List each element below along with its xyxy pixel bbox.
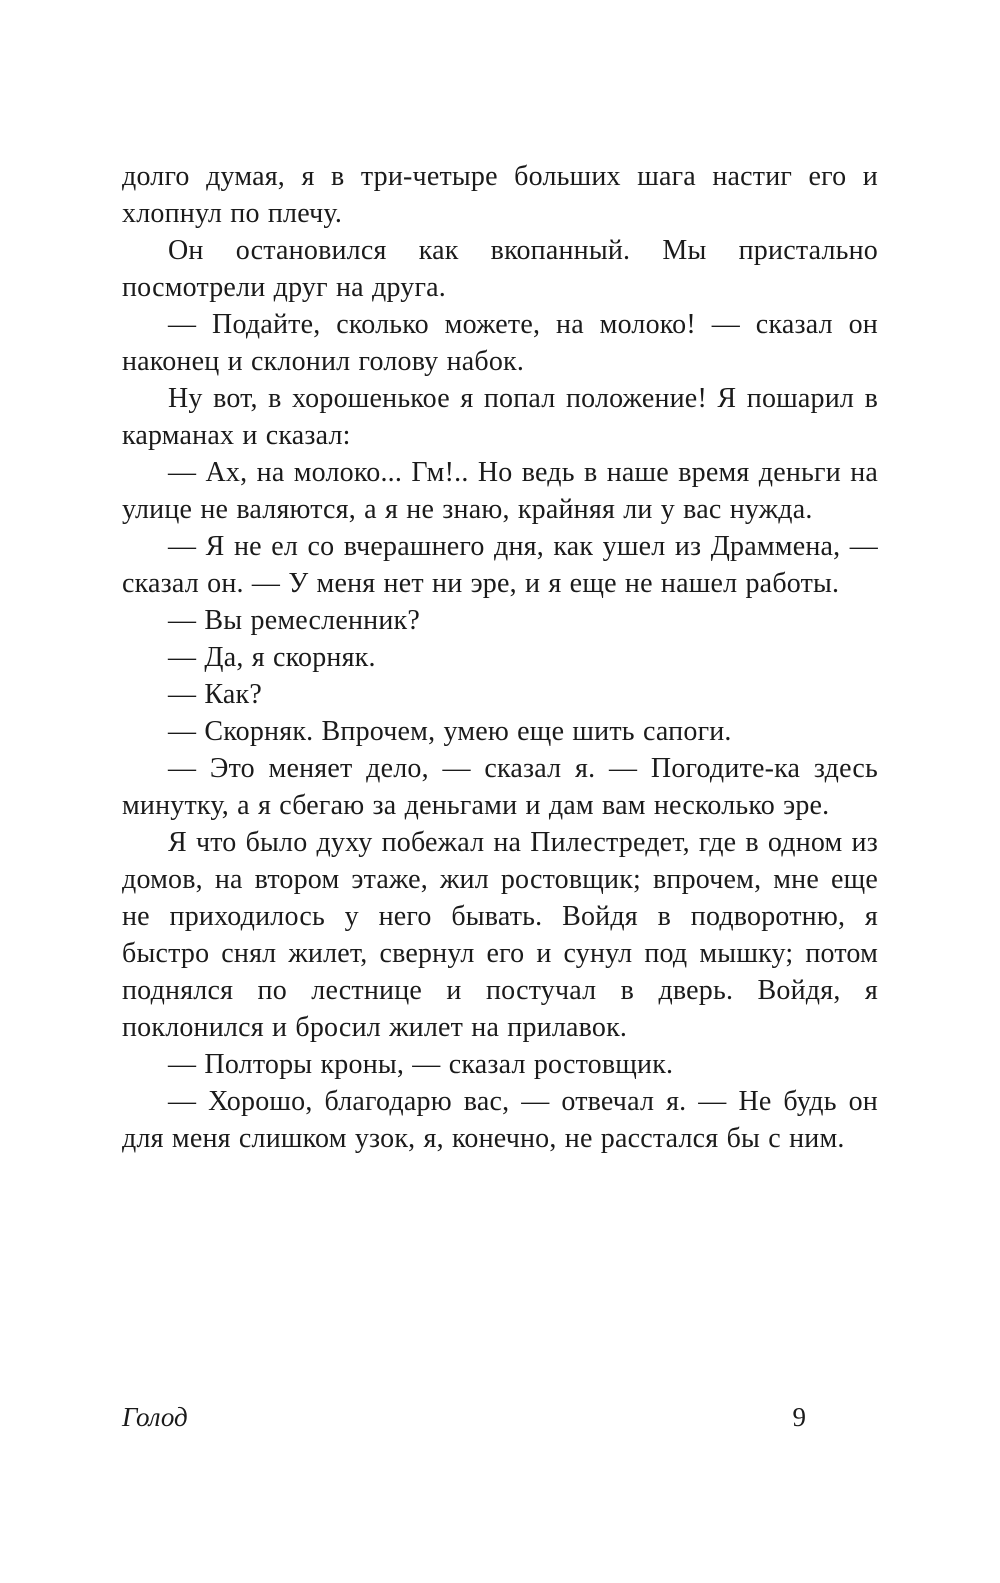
paragraph: — Ах, на молоко... Гм!.. Но ведь в наше время деньги на улице не валяются, а я не знаю, крайняя ли у вас нужда. (122, 457, 878, 525)
running-title: Голод (122, 1402, 188, 1432)
paragraph: — Подайте, сколько можете, на молоко! — сказал он наконец и склонил голову набок. (122, 309, 878, 377)
paragraph: — Скорняк. Впрочем, умею еще шить сапоги. (168, 716, 732, 747)
page-number: 9 (792, 1402, 806, 1432)
paragraph: — Хорошо, благодарю вас, — отвечал я. — Не будь он для меня слишком узок, я, конечно, не расстался бы с ним. (122, 1086, 878, 1154)
paragraph: — Полторы кроны, — сказал ростовщик. (168, 1049, 674, 1080)
body-text (122, 158, 878, 1157)
paragraph: — Как? (168, 679, 262, 710)
paragraph: — Это меняет дело, — сказал я. — Погодите-ка здесь минутку, а я сбегаю за деньгами и дам вам несколько эре. (122, 753, 878, 821)
paragraph: долго думая, я в три-четыре больших шага настиг его и хлопнул по плечу. (122, 161, 878, 229)
paragraph: Ну вот, в хорошенькое я попал положение! Я пошарил в карманах и сказал: (122, 383, 878, 451)
page-footer (122, 1400, 878, 1434)
paragraph: — Я не ел со вчерашнего дня, как ушел из Драммена, — сказал он. — У меня нет ни эре, и я еще не нашел работы. (122, 531, 878, 599)
paragraph: Он остановился как вкопанный. Мы пристально посмотрели друг на друга. (122, 235, 878, 303)
paragraph: Я что было духу побежал на Пилестредет, где в одном из домов, на втором этаже, жил ростовщик; впрочем, мне еще не приходилось у него бывать. Войдя в подворотню, я быстро снял жилет, свернул его и сунул под мышку; потом поднялся по лестнице и постучал в дверь. Войдя, я поклонился и бросил жилет на прилавок. (122, 827, 878, 1043)
paragraph: — Да, я скорняк. (168, 642, 376, 673)
paragraph: — Вы ремесленник? (168, 605, 420, 636)
